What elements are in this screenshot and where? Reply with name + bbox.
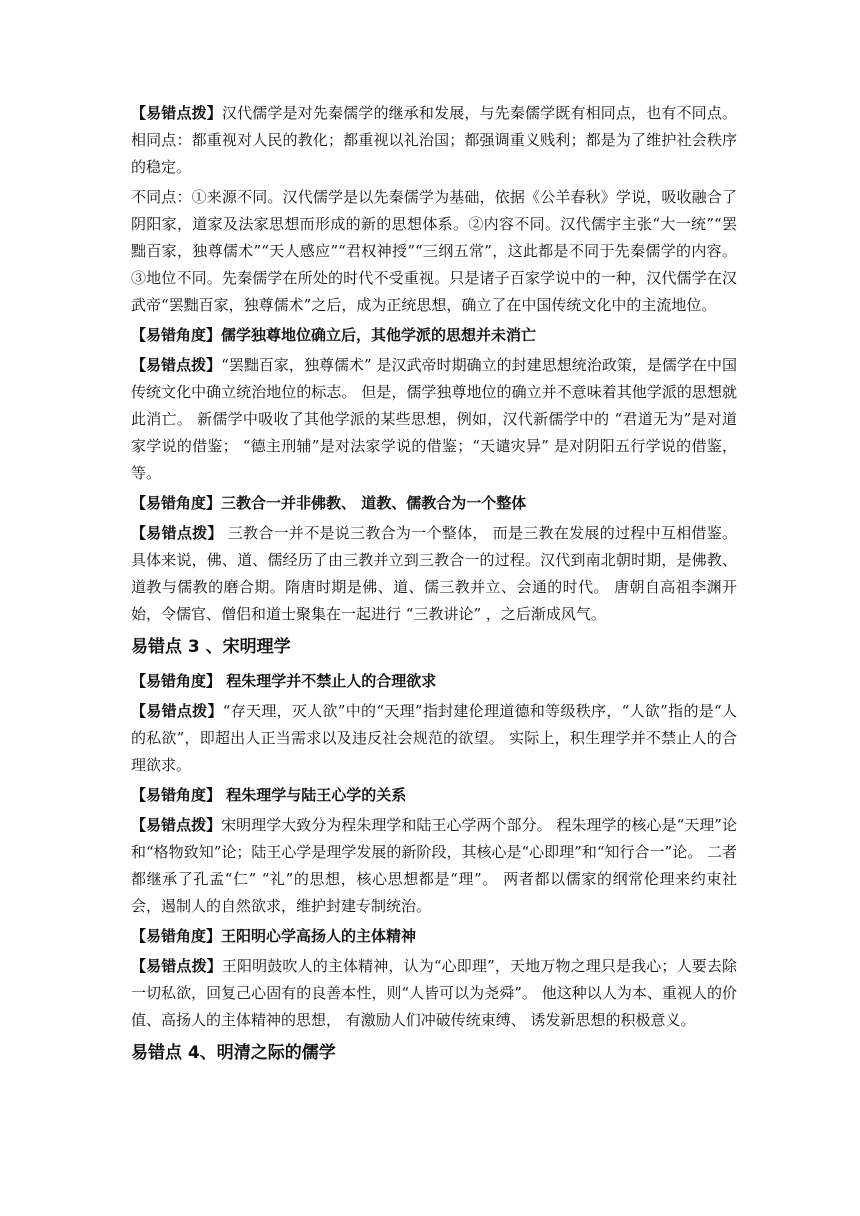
paragraph-text: 不同点：①来源不同。汉代儒学是以先秦儒学为基础，依据《公羊春秋》学说，吸收融合了阴阳家，道家及法家思想而形成的新的思想体系。②内容不同。汉代儒宇主张“大一统”“罢黜百家，独尊儒术”“天人感应”“君权神授”“三纲五常”，这此都是不同于先秦儒学的内容。③地位不同。先秦儒学在所处的时代不受重视。只是诸子百家学说中的一种，汉代儒学在汉武帝“罢黜百家，独尊儒术”之后，成为正统思想，确立了在中国传统文化中的主流地位。: [131, 188, 737, 314]
paragraph-text: 汉代儒学是对先秦儒学的继承和发展，与先秦儒学既有相同点，也有不同点。相同点：都重视对人民的教化；都重视以礼治国；都强调重义贱利；都是为了维护社会秩序的稳定。: [131, 104, 737, 176]
paragraph-three-teachings-tip: [131, 520, 737, 628]
angle-heading-three-teachings: 【易错角度】三教合一并非佛教、 道教、儒教合为一个整体: [131, 494, 527, 512]
section-heading-song-ming-neo-confucianism: 易错点 3 、宋明理学: [131, 637, 291, 657]
paragraph-han-confucianism-differences: [131, 184, 737, 319]
tip-label: 【易错点拨】: [131, 816, 222, 834]
paragraph-wang-yangming-tip: [131, 953, 737, 1034]
angle-heading-cheng-zhu-desires: 【易错角度】 程朱理学并不禁止人的合理欲求: [131, 672, 437, 690]
paragraph-text: “罢黜百家，独尊儒术” 是汉武帝时期确立的封建思想统治政策，是儒学在中国传统文化中确立统治地位的标志。 但是，儒学独尊地位的确立并不意味着其他学派的思想就此消亡。 新儒学中吸收了其他学派的某些思想，例如，汉代新儒学中的 “君道无为”是对道家学说的借鉴； “德主刑辅”是对法家学说的借鉴；“天谴灾异” 是对阴阳五行学说的借鉴，等。: [131, 356, 737, 482]
tip-label: 【易错点拨】: [131, 356, 222, 374]
document-body: [131, 100, 737, 1074]
paragraph-han-confucianism-similarities: [131, 100, 737, 181]
tip-label: 【易错点拨】: [131, 104, 222, 122]
paragraph-text: “存天理，灭人欲”中的“天理”指封建伦理道德和等级秩序，“人欲”指的是“人的私欲”，即超出人正当需求以及违反社会规范的欲望。 实际上，积生理学并不禁止人的合理欲求。: [131, 702, 737, 774]
paragraph-text: 三教合一并不是说三教合为一个整体， 而是三教在发展的过程中互相借鉴。具体来说，佛、道、儒经历了由三教并立到三教合一的过程。汉代到南北朝时期，是佛教、道教与儒教的磨合期。隋唐时期是佛、道、儒三教并立、会通的时代。 唐朝自高祖李渊开始，令儒官、僧侣和道士聚集在一起进行 “三教讲论” ，之后渐成风气。: [131, 524, 737, 623]
section-heading-ming-qing-confucianism: 易错点 4、明清之际的儒学: [131, 1043, 336, 1063]
angle-heading-confucian-dominance: 【易错角度】儒学独尊地位确立后，其他学派的思想并未消亡: [131, 326, 537, 344]
angle-heading-cheng-zhu-lu-wang: 【易错角度】 程朱理学与陆王心学的关系: [131, 786, 407, 804]
paragraph-confucian-dominance-tip: [131, 352, 737, 487]
tip-label: 【易错点拨】: [131, 702, 223, 720]
angle-heading-wang-yangming: 【易错角度】王阳明心学高扬人的主体精神: [131, 927, 417, 945]
paragraph-text: 王阳明鼓吹人的主体精神，认为“心即理”，天地万物之理只是我心；人要去除一切私欲，回复己心固有的良善本性，则“人皆可以为尧舜”。 他这种以人为本、重视人的价值、高扬人的主体精神的思想， 有激励人们冲破传统束缚、 诱发新思想的积极意义。: [131, 957, 737, 1029]
paragraph-cheng-zhu-lu-wang-tip: [131, 812, 737, 920]
tip-label: 【易错点拨】: [131, 957, 222, 975]
paragraph-cheng-zhu-desires-tip: [131, 698, 737, 779]
tip-label: 【易错点拨】: [131, 524, 223, 542]
paragraph-text: 宋明理学大致分为程朱理学和陆王心学两个部分。 程朱理学的核心是“天理”论和“格物致知”论；陆王心学是理学发展的新阶段，其核心是“心即理”和“知行合一”论。 二者都继承了孔孟“仁” “礼”的思想，核心思想都是“理”。 两者都以儒家的纲常伦理来约束社会，遏制人的自然欲求，维护封建专制统治。: [131, 816, 737, 915]
